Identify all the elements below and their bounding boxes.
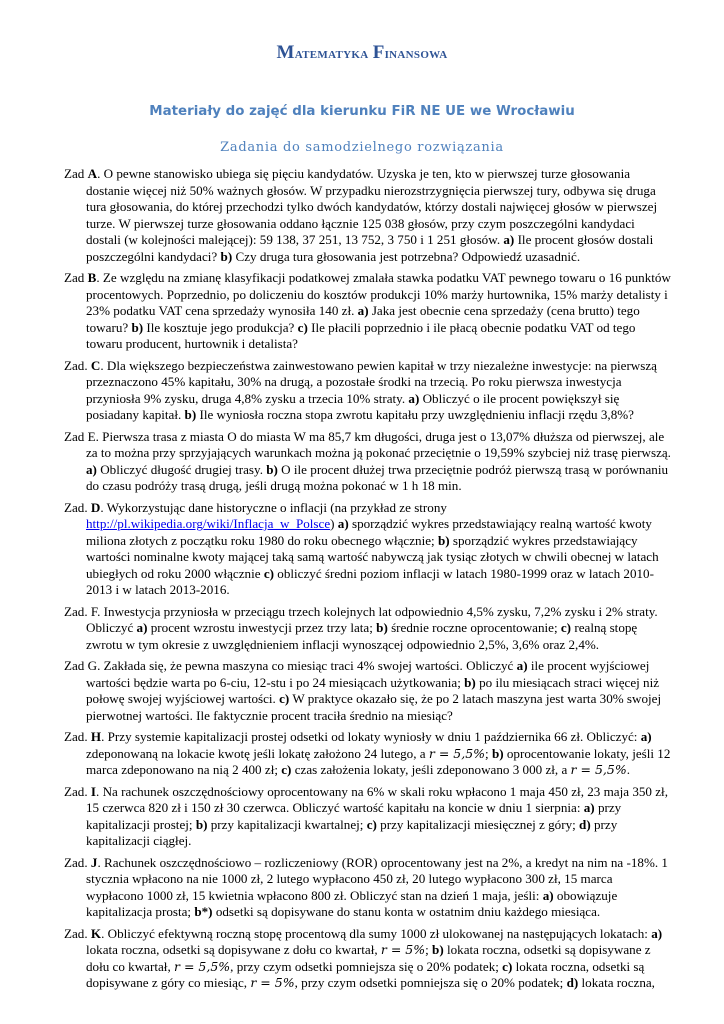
task-text: obowiązuje kapitalizacja prosta; [86,887,618,919]
task-text: lokata roczna, [578,975,655,990]
task-label: a) [583,800,595,815]
task-label: B [87,270,97,285]
task-label: b) [266,461,278,477]
task-label: a) [86,461,97,477]
task-text: ; [485,745,492,761]
task-label: J [90,854,98,870]
task-text: przy kapitalizacji prostej; [86,800,622,832]
math-expression: r = 5,5% [570,762,627,777]
task-label: d) [566,975,579,990]
task-j [64,855,671,921]
math-expression: r = 5,5% [174,958,231,974]
task-label: a) [516,658,528,673]
task-label: A [87,166,98,181]
task-label: a) [542,887,554,903]
task-label: c) [281,762,292,777]
task-text: po ilu miesiącach straci więcej niż połowę swojej wyjściowej wartości. [86,674,660,706]
task-text: lokata roczna, odsetki są dopisywane z dołu co kwartał, [86,942,381,957]
task-text: Ile wyniosła roczna stopa zwrotu kapitału przy uwzględnieniu inflacji rzędu 3,8%? [196,407,634,422]
task-c [64,358,671,424]
task-text: przy kapitalizacji ciągłej. [86,816,618,848]
task-label: a) [357,303,369,318]
task-text: zdeponowaną na lokacie kwotę jeśli lokatę założono 24 lutego, a [86,745,429,761]
task-text: realną stopę zwrotu w tym okresie z uwzględnieniem inflacji wynoszącej odpowiednio 2,5%, 3,6% oraz 2,4%. [86,620,638,652]
task-label: b) [491,745,504,761]
task-text: Zad. [64,925,91,941]
task-text: . Na rachunek oszczędnościowy oprocentowany na 6% w skali roku wpłacono 1 maja 450 zł, 23 maja 350 zł, 15 czerwca 820 zł i 150 zł 30 czerwca. Obliczyć wartość kapitału na koncie w dniu 1 sierpnia: [86,783,668,815]
task-label: a) [408,390,420,406]
task-label: b) [376,620,388,635]
task-label: c) [366,816,377,832]
task-text: . O pewne stanowisko ubiega się pięciu kandydatów. Uzyska je ten, kto w pierwszej turze głosowania dostanie więcej niż 50% ważnych głosów. W przypadku nierozstrzygnięcia pierwszej tury, odbywa się druga tura głosowania, do której przechodzi tylko dwóch kandydatów, którzy dostali najwięcej głosów w pierwszej turze. W pierwszej turze głosowania oddano łącznie 125 038 głosów, przy czym poszczególni kandydaci dostali (w kolejności malejącej): 59 138, 37 251, 13 752, 3 750 i 1 251 głosów. [86,166,658,247]
task-text: Ile procent głosów dostali poszczególni kandydaci? [86,232,654,264]
task-text: Zad. [64,854,91,870]
task-label: a) [136,620,148,635]
task-text: . [626,762,630,777]
task-label: a) [337,516,349,531]
task-text: . Dla większego bezpieczeństwa zainwestowano pewien kapitał w trzy niezależne inwestycje: na pierwszą przeznaczono 45% kapitału, 30% na drugą, a pozostałe środki na trzecią. Po roku pierwsza inwestycja przyniosła 9% zysku, druga 4,8% zysku a trzecia 10% straty. [86,357,657,406]
wikipedia-link[interactable]: http://pl.wikipedia.org/wiki/Inflacja_w_Polsce [86,516,331,531]
task-text: przy kapitalizacji kwartalnej; [207,816,367,832]
task-text: Jaka jest obecnie cena sprzedaży (cena brutto) tego towaru? [86,303,640,335]
section-heading: Zadania do samodzielnego rozwiązania [220,140,504,155]
page-title [0,42,724,64]
task-text: O ile procent dłużej trwa przeciętnie podróż pierwszą trasą w porównaniu do czasu podróży trasą drugą, jeśli drugą można pokonać w 1 h 18 min. [86,461,669,493]
task-label: D [90,499,101,515]
task-label: b) [195,816,208,832]
task-b [64,270,671,353]
task-list [64,166,671,997]
title-rest-1: atematyka [294,45,373,62]
task-text: Obliczyć o ile procent powiększył się posiadany kapitał. [86,390,620,422]
math-expression: r = 5% [380,942,426,957]
page-subtitle: Materiały do zajęć dla kierunku FiR NE UE we Wrocławiu [149,104,575,119]
task-label: d) [579,816,591,832]
task-text: Zad E. Pierwsza trasa z miasta O do miasta W ma 85,7 km długości, druga jest o 13,07% dłuższa od pierwszej, ale za to można przy sprzyjających warunkach można ją pokonać przeciętnie o 19,59% szybciej niż trasę pierwszą. [64,428,671,460]
task-text: ; [425,942,433,957]
task-text: , przy czym odsetki pomniejsza się o 20% podatek; [230,958,503,974]
task-f [64,604,671,654]
task-text: Czy druga tura głosowania jest potrzebna? Odpowiedź uzasadnić. [232,248,581,264]
task-label: c) [279,691,290,706]
task-text: przy kapitalizacji miesięcznej z góry; [376,816,580,832]
task-text: Zad G. Zakłada się, że pewna maszyna co miesiąc traci 4% swojej wartości. Obliczyć [64,658,517,673]
task-text: . Przy systemie kapitalizacji prostej odsetki od lokaty wyniosły w dniu 1 października 66 zł. Obliczyć: [101,729,641,744]
task-text: lokata roczna, odsetki są dopisywane z góry co miesiąc, [86,958,645,990]
task-text: . Ze względu na zmianę klasyfikacji podatkowej zmalała stawka podatku VAT pewnego towaru o 16 punktów procentowych. Poprzednio, po doliczeniu do kosztów produkcji 10% marży hurtownika, 15% marży detalisty i 23% podatku VAT cena sprzedaży wynosiła 140 zł. [86,270,671,318]
task-text: Ile płacili poprzednio i ile płacą obecnie podatku VAT od tego towaru producent, hurtownik i detalista? [86,319,636,351]
task-label: c) [297,319,308,335]
task-label: K [90,925,102,941]
task-i [64,784,671,850]
task-d [64,500,671,599]
task-text: W praktyce okazało się, że po 2 latach maszyna jest warta 30% swojej pierwotnej wartości. Ile faktycznie procent traciła średnio na miesiąc? [86,691,662,723]
task-text: Zad. [64,783,91,799]
task-label: b) [432,942,444,957]
task-label: b) [220,248,233,264]
task-text: lokata roczna, odsetki są dopisywane z dołu co kwartał, [86,942,651,974]
task-text: Obliczyć długość drugiej trasy. [96,461,267,477]
task-text: odsetki są dopisywane do stanu konta w ostatnim dniu każdego miesiąca. [212,904,601,919]
task-text: Zad. [64,499,91,515]
task-a [64,166,671,265]
title-initial-1: M [276,42,295,63]
task-text: obliczyć średni poziom inflacji w latach 1980-1999 oraz w latach 2010-2013 i w latach 2013-2016. [86,565,654,597]
title-rest-2: inansowa [384,45,448,62]
task-text: średnie roczne oprocentowanie; [387,620,561,635]
task-label: I [90,783,97,799]
task-text: Zad [64,166,88,181]
task-e [64,429,671,495]
task-text: ) [330,516,338,531]
task-text: , przy czym odsetki pomniejsza się o 20% podatek; [294,975,567,990]
task-label: b*) [194,904,213,919]
task-text: Zad. [64,357,91,373]
math-expression: r = 5,5% [428,745,486,761]
task-text: oprocentowanie lokaty, jeśli 12 marca zdeponowano na nią 2 400 zł; [86,745,671,777]
task-label: H [90,729,102,744]
task-text: . Obliczyć efektywną roczną stopę procentową dla sumy 1000 zł ulokowanej na następujących lokatach: [101,925,652,941]
task-label: c) [263,565,274,581]
task-label: a) [651,925,663,941]
task-label: C [90,357,101,373]
task-text: czas założenia lokaty, jeśli zdeponowano 3 000 zł, a [291,762,571,777]
task-text: Zad [64,270,88,285]
title-initial-2: F [372,42,385,63]
task-label: b) [184,407,197,422]
task-h [64,729,671,779]
task-k [64,926,671,992]
task-text: sporządzić wykres przedstawiający wartości nominalne kwoty mającej taką samą wartość nabywczą jak tysiąc złotych w chwili obecnej w latach ubiegłych od roku 2000 włącznie [86,532,659,581]
task-label: a) [503,232,515,247]
task-label: c) [502,958,513,974]
task-text: . Wykorzystując dane historyczne o inflacji (na przykład ze strony [100,499,447,515]
task-label: b) [464,674,476,690]
task-text: . Rachunek oszczędnościowo – rozliczeniowy (ROR) oprocentowany jest na 2%, a kredyt na nim na -18%. 1 stycznia wpłacono na nie 1000 zł, 2 lutego wypłacono 450 zł, 20 lutego wypłacono 300 zł, 15 marca wypłacono 1000 zł, 15 kwietnia wpłacono 800 zł. Obliczyć stan na dzień 1 maja, jeśli: [86,854,668,903]
task-label: c) [560,620,572,635]
task-text: Zad. F. Inwestycja przyniosła w przeciągu trzech kolejnych lat odpowiednio 4,5% zysku, 7,2% zysku i 2% straty. Obliczyć [64,603,658,635]
task-label: b) [131,319,144,335]
task-text: procent wzrostu inwestycji przez trzy lata; [147,620,377,635]
task-label: b) [437,532,450,548]
task-g [64,658,671,724]
task-text: sporządzić wykres przedstawiający realną wartość kwoty miliona złotych z początku roku 1980 do roku obecnego włącznie; [86,516,652,548]
task-text: Ile kosztuje jego produkcja? [143,319,298,335]
task-label: a) [640,729,652,744]
math-expression: r = 5% [250,975,295,990]
task-text: Zad. [64,729,91,744]
task-text: ile procent wyjściowej wartości będzie warta po 6-ciu, 12-stu i po 24 miesiącach użytkowania; [86,658,650,690]
